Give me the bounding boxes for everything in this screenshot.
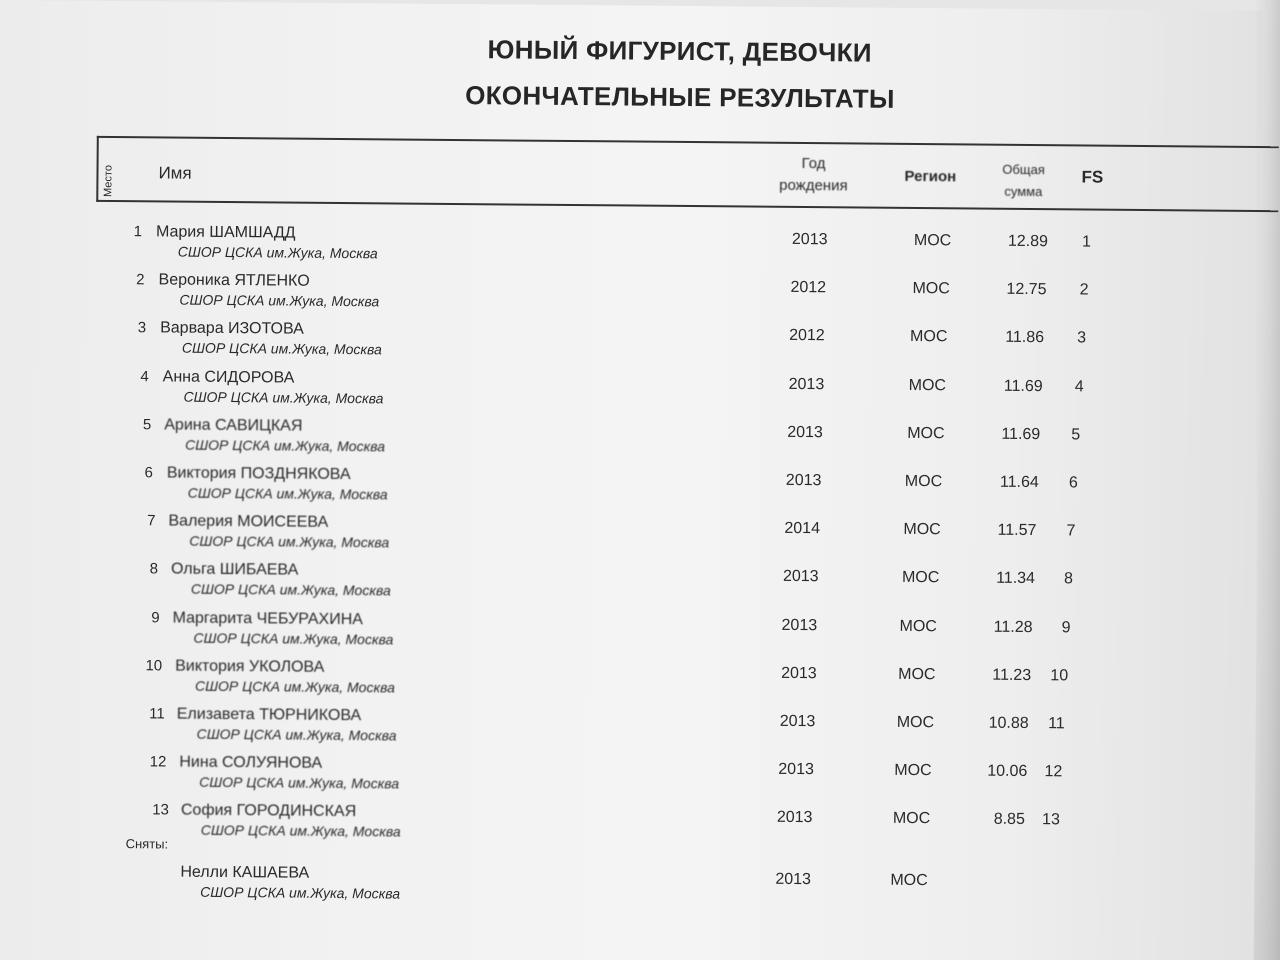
- row-birth-year: 2012: [789, 326, 825, 345]
- row-total: 11.69: [1003, 377, 1043, 396]
- row-region: МОС: [898, 665, 936, 684]
- withdrawn-club: СШОР ЦСКА им.Жука, Москва: [200, 883, 401, 902]
- document-title: ЮНЫЙ ФИГУРИСТ, ДЕВОЧКИ: [487, 34, 872, 68]
- table-row: [0, 800, 1273, 857]
- row-fs: 12: [1044, 763, 1063, 781]
- row-place: 10: [145, 657, 163, 675]
- row-total: 11.86: [1005, 328, 1045, 347]
- table-row: [0, 656, 1274, 713]
- row-name: Нина СОЛУЯНОВА: [179, 753, 323, 772]
- header-total-line1: Общая: [1002, 161, 1045, 178]
- row-name: Мария ШАМШАДД: [155, 223, 296, 242]
- row-club: СШОР ЦСКА им.Жука, Москва: [183, 388, 384, 407]
- row-region: МОС: [903, 520, 941, 539]
- row-place: 2: [136, 271, 145, 289]
- header-place: Место: [102, 164, 115, 198]
- row-club: СШОР ЦСКА им.Жука, Москва: [185, 436, 386, 455]
- withdrawn-year: 2013: [775, 870, 812, 889]
- row-total: 12.89: [1007, 232, 1049, 251]
- header-birth-year: [763, 153, 863, 198]
- row-birth-year: 2013: [788, 375, 825, 394]
- row-fs: 3: [1077, 329, 1087, 347]
- row-birth-year: 2013: [785, 471, 822, 490]
- row-birth-year: 2014: [784, 519, 821, 538]
- table-row: [0, 608, 1275, 665]
- page-edge-shadow: [1254, 0, 1280, 960]
- row-region: МОС: [912, 279, 950, 298]
- header-birth-year-line2: рождения: [779, 176, 848, 195]
- row-fs: 11: [1048, 715, 1065, 733]
- table-row: [0, 752, 1273, 809]
- header-birth-year-line1: Год: [801, 155, 826, 173]
- table-row: [0, 318, 1277, 375]
- row-club: СШОР ЦСКА им.Жука, Москва: [200, 821, 401, 840]
- row-region: МОС: [894, 761, 932, 780]
- row-total: 10.88: [988, 714, 1029, 733]
- row-name: Варвара ИЗОТОВА: [160, 319, 304, 338]
- row-fs: 10: [1050, 667, 1069, 685]
- table-row: [0, 367, 1277, 424]
- row-place: 13: [152, 801, 170, 819]
- withdrawn-row: [0, 862, 1272, 919]
- row-fs: 2: [1079, 281, 1089, 299]
- row-region: МОС: [908, 376, 947, 395]
- row-name: Анна СИДОРОВА: [162, 368, 295, 387]
- row-club: СШОР ЦСКА им.Жука, Москва: [177, 243, 378, 262]
- row-club: СШОР ЦСКА им.Жука, Москва: [196, 725, 397, 744]
- row-club: СШОР ЦСКА им.Жука, Москва: [193, 629, 394, 648]
- row-total: 11.69: [1001, 425, 1041, 444]
- header-fs: FS: [1081, 167, 1104, 187]
- row-fs: 13: [1042, 811, 1060, 829]
- row-club: СШОР ЦСКА им.Жука, Москва: [179, 291, 380, 310]
- row-region: МОС: [913, 231, 952, 250]
- row-region: МОС: [896, 713, 935, 732]
- header-total: [988, 159, 1058, 204]
- row-region: МОС: [904, 472, 943, 491]
- row-name: Вероника ЯТЛЕНКО: [158, 271, 310, 290]
- table-row: [0, 559, 1275, 616]
- row-total: 11.28: [993, 618, 1033, 637]
- row-birth-year: 2013: [781, 616, 818, 635]
- header-name: Имя: [158, 163, 192, 183]
- document-subtitle: ОКОНЧАТЕЛЬНЫЕ РЕЗУЛЬТАТЫ: [465, 80, 895, 114]
- row-region: МОС: [907, 424, 945, 443]
- withdrawn-name: Нелли КАШАЕВА: [180, 863, 310, 882]
- row-birth-year: 2013: [791, 230, 828, 249]
- row-total: 11.57: [997, 521, 1037, 540]
- row-club: СШОР ЦСКА им.Жука, Москва: [189, 532, 390, 551]
- row-birth-year: 2013: [778, 760, 814, 779]
- row-fs: 8: [1064, 570, 1074, 588]
- row-fs: 7: [1066, 522, 1076, 540]
- table-row: [0, 463, 1276, 520]
- row-club: СШОР ЦСКА им.Жука, Москва: [181, 339, 382, 358]
- row-name: Маргарита ЧЕБУРАХИНА: [172, 609, 364, 629]
- row-birth-year: 2013: [776, 808, 813, 827]
- row-fs: 1: [1081, 233, 1092, 251]
- row-place: 11: [149, 705, 165, 723]
- row-total: 11.34: [996, 569, 1036, 588]
- row-place: 12: [149, 753, 167, 771]
- row-birth-year: 2013: [787, 423, 823, 442]
- withdrawn-region: МОС: [890, 871, 928, 890]
- row-name: Арина САВИЦКАЯ: [164, 416, 303, 435]
- row-region: МОС: [910, 327, 948, 346]
- row-birth-year: 2013: [782, 567, 819, 586]
- row-birth-year: 2013: [779, 712, 816, 731]
- row-club: СШОР ЦСКА им.Жука, Москва: [190, 580, 391, 599]
- row-region: МОС: [899, 617, 937, 636]
- row-name: Елизавета ТЮРНИКОВА: [176, 705, 362, 725]
- row-place: 1: [133, 223, 143, 241]
- table-row: [0, 270, 1278, 327]
- row-region: МОС: [892, 809, 931, 828]
- row-total: 11.64: [999, 473, 1039, 492]
- table-row: [0, 415, 1276, 472]
- row-place: 5: [142, 416, 152, 434]
- table-row: [0, 511, 1275, 568]
- row-region: МОС: [901, 568, 940, 587]
- withdrawn-label: Сняты:: [125, 836, 169, 852]
- row-name: Виктория ПОЗДНЯКОВА: [166, 464, 351, 484]
- row-fs: 4: [1074, 378, 1084, 396]
- row-place: 7: [147, 512, 156, 530]
- row-fs: 5: [1071, 426, 1081, 444]
- row-total: 11.23: [992, 666, 1032, 685]
- row-club: СШОР ЦСКА им.Жука, Москва: [194, 677, 395, 696]
- header-total-line2: сумма: [1004, 183, 1043, 200]
- row-fs: 6: [1068, 474, 1078, 492]
- row-total: 12.75: [1006, 280, 1047, 299]
- row-name: София ГОРОДИНСКАЯ: [180, 801, 357, 821]
- table-row: [0, 222, 1278, 279]
- row-club: СШОР ЦСКА им.Жука, Москва: [199, 773, 400, 792]
- row-name: Ольга ШИБАЕВА: [170, 560, 299, 579]
- row-name: Виктория УКОЛОВА: [175, 657, 325, 676]
- row-birth-year: 2012: [790, 278, 827, 297]
- row-club: СШОР ЦСКА им.Жука, Москва: [187, 484, 388, 503]
- row-place: 4: [140, 368, 149, 386]
- row-fs: 9: [1061, 619, 1071, 637]
- row-place: 6: [144, 464, 153, 482]
- row-place: 3: [137, 319, 147, 337]
- row-total: 10.06: [987, 762, 1028, 780]
- row-name: Валерия МОИСЕЕВА: [168, 512, 329, 531]
- row-place: 8: [149, 560, 159, 578]
- row-place: 9: [151, 609, 160, 627]
- table-row: [0, 704, 1274, 761]
- header-region: Регион: [904, 167, 957, 186]
- row-birth-year: 2013: [781, 664, 817, 683]
- row-total: 8.85: [993, 810, 1025, 828]
